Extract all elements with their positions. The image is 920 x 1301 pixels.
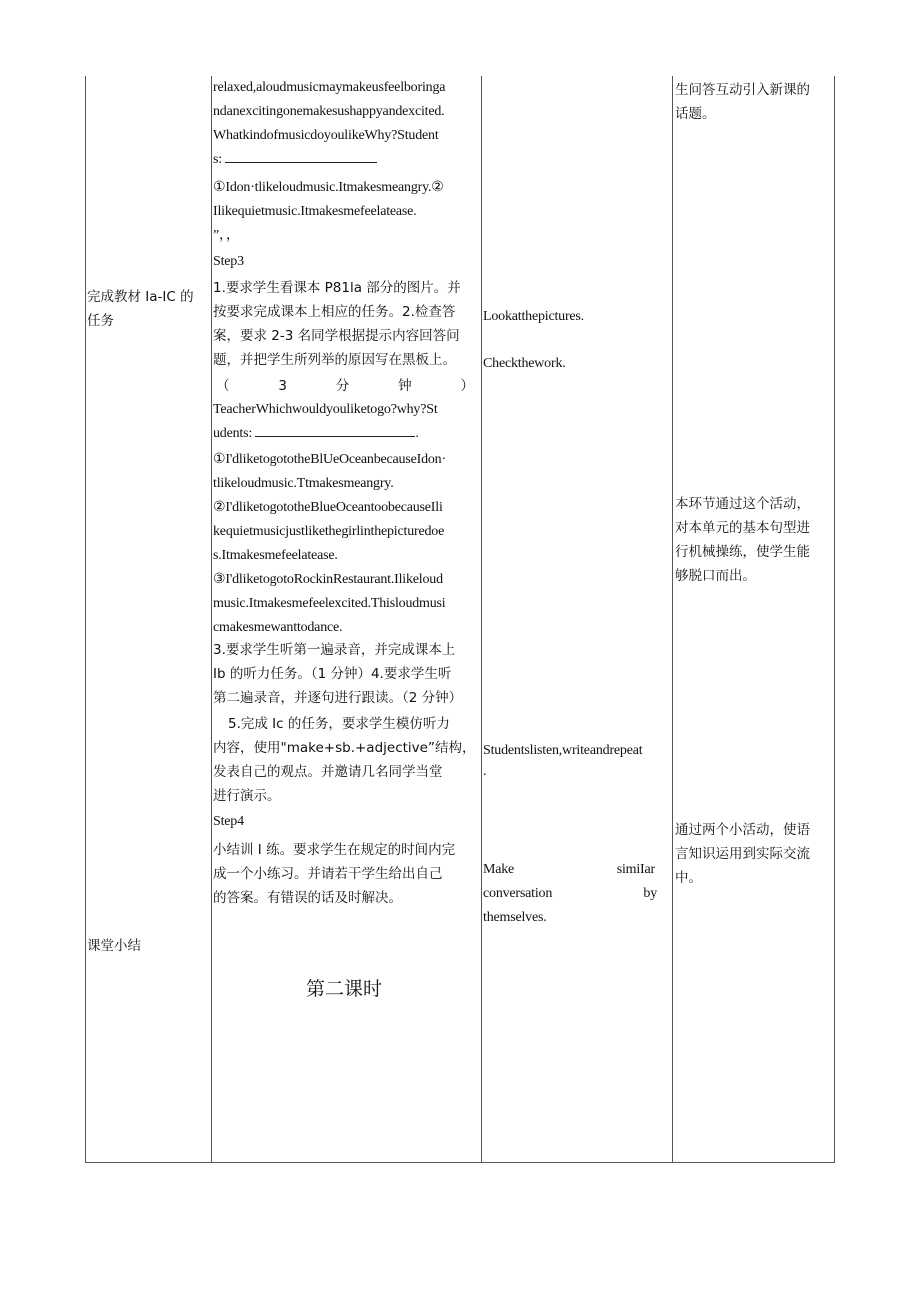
table-col-divider-2 [481, 76, 482, 1163]
students-prefix-2: udents: [213, 426, 253, 441]
procedure-line-9: 1.要求学生看课本 P81la 部分的图片。并 [213, 280, 461, 296]
procedure-line-33: 的答案。有错误的话及时解决。 [213, 890, 402, 906]
student-activity-make-line [483, 858, 655, 882]
lesson-heading: 第二课时 [306, 978, 383, 1000]
procedure-line-32: 成一个小练习。并请若干学生给出自己 [213, 866, 443, 882]
procedure-line-1: relaxed,aloudmusicmaymakeusfeelboringa [213, 80, 446, 95]
procedure-line-6: Ilikequietmusic.Itmakesmefeelatease. [213, 204, 417, 219]
table-col-divider-1 [211, 76, 212, 1163]
procedure-line-15: ①I'dliketogototheBlUeOceanbecauseIdon· [213, 452, 446, 467]
procedure-line-29: 进行演示。 [213, 788, 281, 804]
procedure-line-25: 第二遍录音，并逐句进行跟读。（2 分钟） [213, 690, 463, 706]
student-activity-look: Lookatthepictures. [483, 309, 584, 324]
procedure-line-12: 题，并把学生所列举的原因写在黑板上。 [213, 352, 456, 368]
table-right-border [834, 76, 835, 1163]
procedure-line-21: music.Itmakesmefeelexcited.Thisloudmusi [213, 596, 446, 611]
procedure-line-7: ”，， [213, 228, 240, 243]
timing-close: ） [460, 378, 474, 394]
purpose-mid-line2: 对本单元的基本句型进 [675, 520, 810, 536]
procedure-line-28: 发表自己的观点。并邀请几名同学当堂 [213, 764, 443, 780]
word-similar: simiIar [616, 862, 655, 877]
procedure-line-10: 按要求完成课本上相应的任务。2.检查答 [213, 304, 456, 320]
purpose-low-line3: 中。 [675, 870, 702, 886]
student-activity-listen: Studentslisten,writeandrepeat [483, 743, 643, 758]
purpose-mid-line3: 行机械操练，使学生能 [675, 544, 810, 560]
purpose-low-line2: 言知识运用到实际交流 [675, 846, 810, 862]
word-by: by [643, 886, 657, 901]
students-prefix: s: [213, 152, 222, 167]
step4-heading: Step4 [213, 814, 244, 829]
table-bottom-border [85, 1162, 835, 1163]
task-label-line1: 完成教材 Ia-IC 的 [87, 289, 194, 305]
procedure-line-23: 3.要求学生听第一遍录音，并完成课本上 [213, 642, 456, 658]
timing-number: 3 [278, 378, 287, 394]
procedure-line-13: TeacherWhichwouldyouliketogo?why?St [213, 402, 438, 417]
timing-3-minutes [216, 374, 474, 398]
summary-label: 课堂小结 [87, 938, 141, 954]
procedure-line-2: ndanexcitingonemakesushappyandexcited. [213, 104, 445, 119]
step3-heading: Step3 [213, 254, 244, 269]
timing-fen: 分 [335, 378, 350, 394]
student-activity-conversation-line [483, 882, 657, 906]
answer-blank-1 [225, 148, 377, 163]
procedure-line-26: 5.完成 Ic 的任务，要求学生模仿听力 [228, 716, 450, 732]
purpose-mid-line1: 本环节通过这个活动， [675, 496, 810, 512]
procedure-line-17: ②I'dliketogototheBlueOceantoobecauseIli [213, 500, 443, 515]
purpose-top-line2: 话题。 [675, 106, 716, 122]
word-conversation: conversation [483, 886, 553, 901]
table-left-border [85, 76, 86, 1163]
procedure-line-18: kequietmusicjustlikethegirlinthepicturedoe [213, 524, 445, 539]
procedure-line-4 [213, 148, 377, 172]
word-make: Make [483, 862, 515, 877]
procedure-line-11: 案，要求 2-3 名同学根据提示内容回答问 [213, 328, 460, 344]
procedure-line-19: s.Itmakesmefeelatease. [213, 548, 338, 563]
answer-blank-2 [255, 422, 415, 437]
procedure-line-24: Ib 的听力任务。（1 分钟）4.要求学生听 [213, 666, 452, 682]
procedure-line-14: udents: . [213, 422, 419, 446]
purpose-low-line1: 通过两个小活动，使语 [675, 822, 810, 838]
purpose-top-line1: 生问答互动引入新课的 [675, 82, 810, 98]
procedure-line-3 [213, 124, 439, 148]
table-col-divider-3 [672, 76, 673, 1163]
student-activity-check: Checkthework. [483, 356, 566, 371]
timing-zhong: 钟 [398, 378, 412, 394]
procedure-line-20: ③I'dliketogotoRockinRestaurant.Ilikeloud [213, 572, 443, 587]
procedure-line-31: 小结训 I 练。要求学生在规定的时间内完 [213, 842, 456, 858]
procedure-line-3-text: WhatkindofmusicdoyoulikeWhy?Student [213, 128, 439, 143]
task-label-line2: 任务 [87, 313, 114, 329]
procedure-line-22: cmakesmewanttodance. [213, 620, 343, 635]
procedure-line-5: ①Idon·tlikeloudmusic.Itmakesmeangry.② [213, 180, 444, 195]
timing-open: （ [216, 378, 230, 394]
procedure-line-27: 内容，使用"make+sb.+adjective”结构， [213, 740, 476, 756]
student-activity-listen-dot: . [483, 764, 487, 779]
purpose-mid-line4: 够脱口而出。 [675, 568, 756, 584]
student-activity-themselves: themselves. [483, 910, 547, 925]
procedure-line-16: tlikeloudmusic.Ttmakesmeangry. [213, 476, 394, 491]
